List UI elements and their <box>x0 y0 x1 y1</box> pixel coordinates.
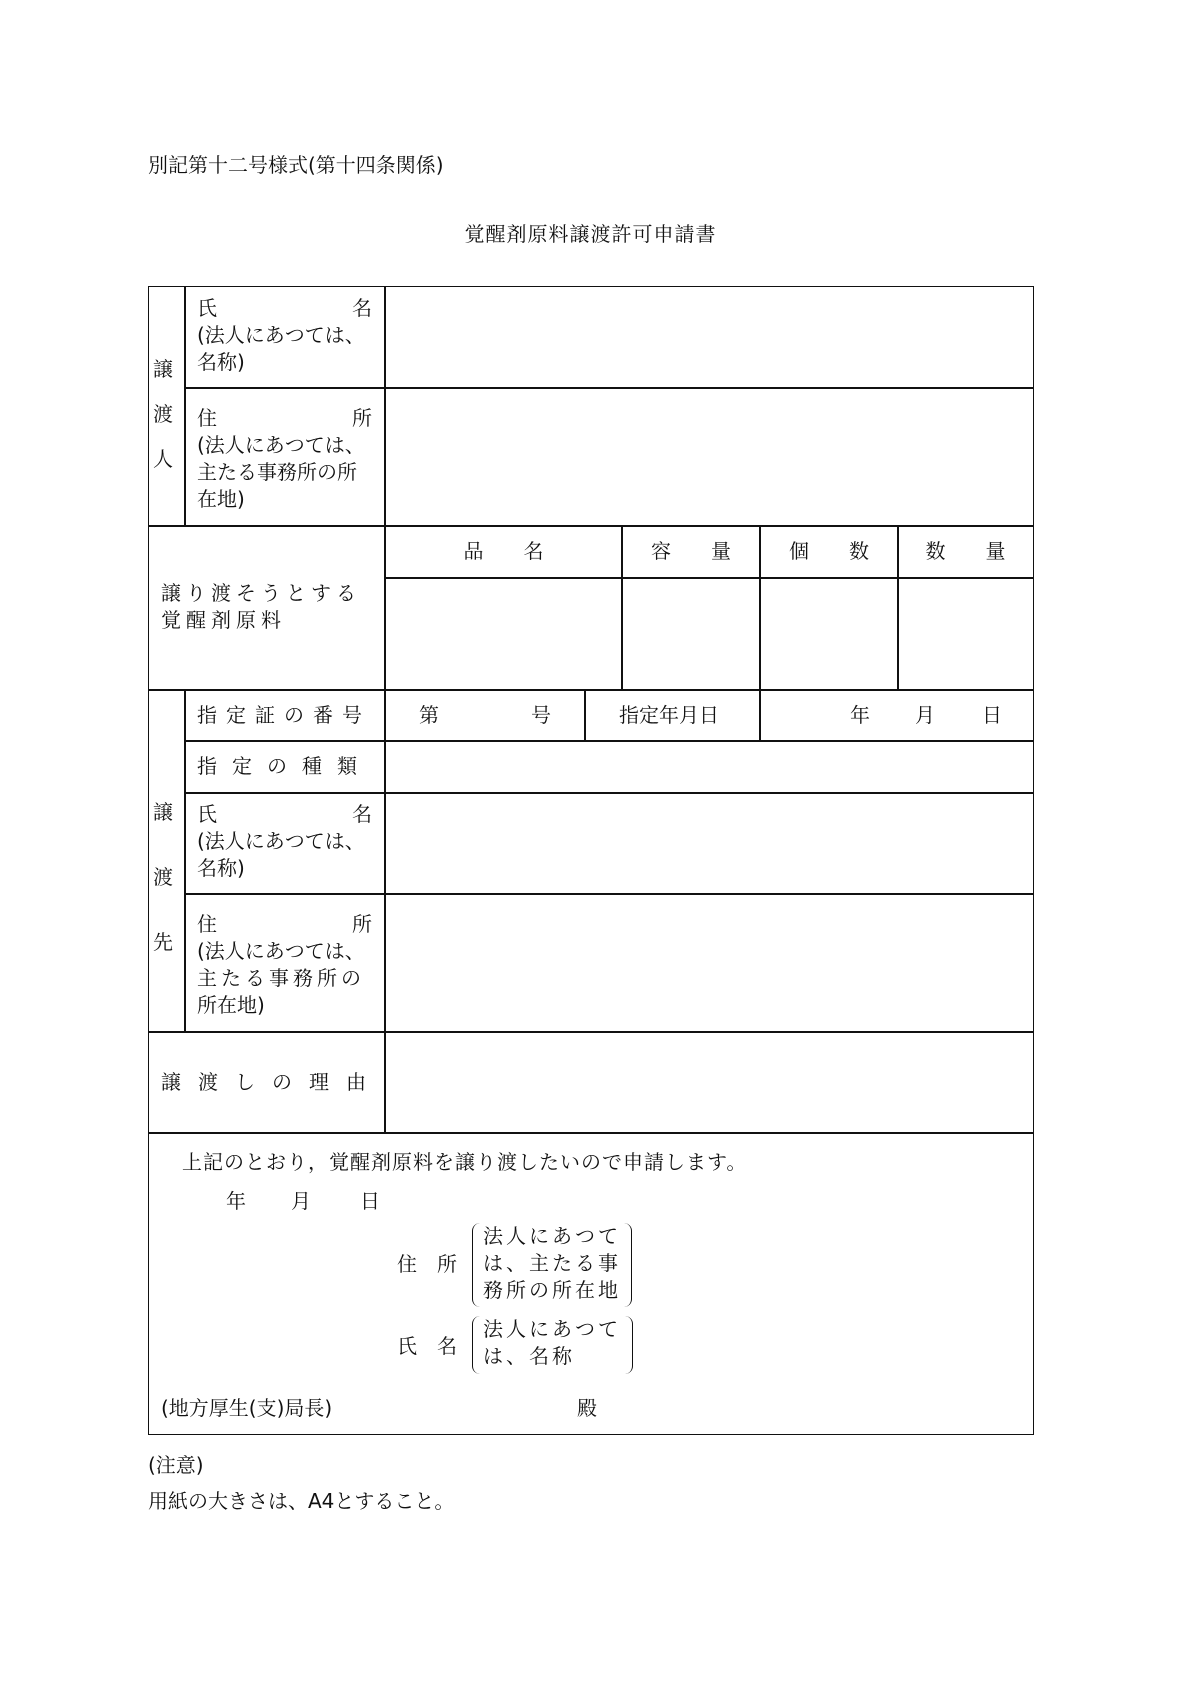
designation-type-label-cell: 指定の種類 <box>184 740 386 794</box>
designation-type-field[interactable] <box>384 740 1034 794</box>
honorific: 殿 <box>577 1396 597 1420</box>
applicant-address-label: 住 所 <box>397 1252 457 1276</box>
transferor-group-cell <box>148 286 186 527</box>
cert-date-label-cell: 指定年月日 <box>584 689 761 742</box>
form-reference: 別記第十二号様式(第十四条関係) <box>148 153 444 177</box>
col-header-count: 個 数 <box>759 525 899 579</box>
item-name-field[interactable] <box>384 577 623 691</box>
cert-number-label-cell: 指定証の番号 <box>184 689 386 742</box>
addressee: (地方厚生(支)局長) <box>161 1396 333 1420</box>
name-bracket-note: 法人にあつて は、名称 <box>472 1316 633 1374</box>
col-header-item-name: 品 名 <box>384 525 623 579</box>
count-field[interactable] <box>759 577 899 691</box>
transferor-address-field[interactable] <box>384 387 1034 527</box>
declaration-text: 上記のとおり，覚醒剤原料を譲り渡したいので申請します。 <box>182 1150 748 1174</box>
address-bracket-note: 法人にあつて は、主たる事 務所の所在地 <box>472 1223 632 1307</box>
date-year: 年 <box>226 1189 246 1213</box>
transferee-address-field[interactable] <box>384 893 1034 1033</box>
reason-label-cell: 譲渡しの理由 <box>148 1031 386 1134</box>
applicant-name-label: 氏 名 <box>397 1334 457 1358</box>
col-header-capacity: 容 量 <box>621 525 761 579</box>
transferor-address-label-cell: 住 所 (法人にあつては、 主たる事務所の所 在地) <box>184 387 386 527</box>
transferor-name-field[interactable] <box>384 286 1034 389</box>
notes-heading: (注意) <box>148 1453 204 1477</box>
transferee-group-cell <box>148 689 186 1033</box>
date-day: 日 <box>360 1189 380 1213</box>
transferee-name-field[interactable] <box>384 792 1034 895</box>
transferee-name-label-cell: 氏 名 (法人にあつては、 名称) <box>184 792 386 895</box>
transferee-group-label: 譲 渡 先 <box>153 800 173 954</box>
date-month: 月 <box>291 1189 311 1213</box>
capacity-field[interactable] <box>621 577 761 691</box>
declaration-section <box>148 1132 1034 1435</box>
col-header-quantity: 数 量 <box>897 525 1034 579</box>
page-title: 覚醒剤原料譲渡許可申請書 <box>464 222 717 246</box>
notes-text: 用紙の大きさは、A4とすること。 <box>148 1489 455 1513</box>
transferee-address-label-cell: 住 所 (法人にあつては、 主たる事務所の 所在地) <box>184 893 386 1033</box>
transferor-group-label: 譲 渡 人 <box>153 357 173 471</box>
reason-field[interactable] <box>384 1031 1034 1134</box>
material-label-cell <box>148 525 386 691</box>
cert-date-field[interactable]: 年 月 日 <box>759 689 1034 742</box>
transferor-name-label-cell: 氏 名 (法人にあつては、 名称) <box>184 286 386 389</box>
cert-number-field[interactable]: 第 号 <box>384 689 586 742</box>
quantity-field[interactable] <box>897 577 1034 691</box>
material-label: 譲り渡そうとする覚醒剤原料 <box>161 581 361 632</box>
